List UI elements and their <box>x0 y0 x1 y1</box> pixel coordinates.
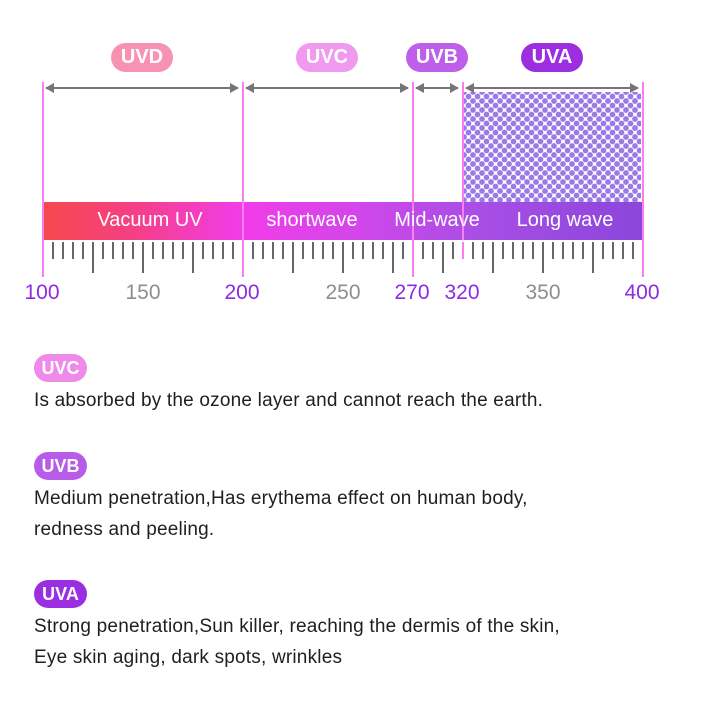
axis-label-270: 270 <box>394 281 430 304</box>
arrowhead-right-icon <box>630 83 639 93</box>
arrowhead-left-icon <box>415 83 424 93</box>
ruler-tick <box>152 242 154 259</box>
boundary-line <box>642 82 644 277</box>
axis-label-100: 100 <box>24 281 60 304</box>
axis-label-350: 350 <box>525 281 561 304</box>
boundary-line <box>242 82 244 277</box>
band-badge-uva: UVA <box>521 43 583 72</box>
ruler-tick <box>612 242 614 259</box>
arrowhead-left-icon <box>465 83 474 93</box>
range-arrow-uvb <box>416 87 458 89</box>
range-arrow-uva <box>466 87 638 89</box>
range-arrow-uvc <box>246 87 408 89</box>
ruler-tick <box>132 242 134 259</box>
ruler-tick <box>552 242 554 259</box>
ruler-tick <box>582 242 584 259</box>
ruler-tick <box>72 242 74 259</box>
ruler-tick <box>262 242 264 259</box>
bar-segment-label: Mid-wave <box>394 209 480 231</box>
band-badge-uvb: UVB <box>406 43 468 72</box>
ruler-tick <box>82 242 84 259</box>
ruler-tick <box>222 242 224 259</box>
boundary-line <box>412 82 414 277</box>
arrowhead-right-icon <box>400 83 409 93</box>
ruler-tick <box>102 242 104 259</box>
ruler-tick <box>362 242 364 259</box>
bar-segment-label: Vacuum UV <box>97 209 203 231</box>
uva-dotted-region <box>464 92 641 202</box>
axis-label-320: 320 <box>444 281 480 304</box>
legend-text-line-uvc: Is absorbed by the ozone layer and cannot reach the earth. <box>34 390 544 411</box>
ruler-tick <box>142 242 144 273</box>
bar-segment-label: shortwave <box>266 209 358 231</box>
arrowhead-left-icon <box>245 83 254 93</box>
ruler-tick <box>162 242 164 259</box>
ruler-tick <box>332 242 334 259</box>
ruler-tick <box>92 242 94 273</box>
ruler-tick <box>182 242 184 259</box>
ruler-tick <box>372 242 374 259</box>
ruler-tick <box>452 242 454 259</box>
ruler-tick <box>522 242 524 259</box>
ruler-tick <box>232 242 234 259</box>
axis-label-400: 400 <box>624 281 660 304</box>
ruler-tick <box>192 242 194 273</box>
ruler-tick <box>482 242 484 259</box>
ruler-tick <box>442 242 444 273</box>
legend-text-line-uvb: Medium penetration,Has erythema effect on human body, <box>34 488 528 509</box>
band-badge-uvc: UVC <box>296 43 358 72</box>
ruler-tick <box>512 242 514 259</box>
ruler-tick <box>472 242 474 259</box>
ruler-tick <box>532 242 534 259</box>
legend-badge-uvc: UVC <box>34 354 87 382</box>
arrowhead-right-icon <box>230 83 239 93</box>
legend-text-line-uva: Strong penetration,Sun killer, reaching the dermis of the skin, <box>34 616 560 637</box>
ruler-tick <box>272 242 274 259</box>
axis-label-250: 250 <box>325 281 361 304</box>
ruler-tick <box>492 242 494 273</box>
legend-badge-uva: UVA <box>34 580 87 608</box>
legend-badge-uvb: UVB <box>34 452 87 480</box>
ruler-tick-highlight <box>462 242 464 259</box>
axis-label-200: 200 <box>224 281 260 304</box>
ruler-tick <box>592 242 594 273</box>
legend-text-line-uvb: redness and peeling. <box>34 519 215 540</box>
ruler-tick <box>312 242 314 259</box>
ruler-tick <box>112 242 114 259</box>
ruler-tick <box>292 242 294 273</box>
legend-text-line-uva: Eye skin aging, dark spots, wrinkles <box>34 647 343 668</box>
ruler-tick <box>122 242 124 259</box>
ruler-tick <box>212 242 214 259</box>
ruler-tick <box>542 242 544 273</box>
ruler-tick <box>502 242 504 259</box>
ruler-tick <box>52 242 54 259</box>
ruler-tick <box>392 242 394 273</box>
axis-label-150: 150 <box>125 281 161 304</box>
ruler-tick <box>572 242 574 259</box>
ruler-tick <box>432 242 434 259</box>
ruler-tick <box>342 242 344 273</box>
ruler-tick <box>562 242 564 259</box>
ruler-tick <box>422 242 424 259</box>
ruler-tick <box>202 242 204 259</box>
band-badge-uvd: UVD <box>111 43 173 72</box>
ruler-tick <box>402 242 404 259</box>
ruler-tick <box>352 242 354 259</box>
bar-segment-label: Long wave <box>516 209 614 231</box>
ruler-tick <box>282 242 284 259</box>
ruler-tick <box>632 242 634 259</box>
range-arrow-uvd <box>46 87 238 89</box>
ruler-tick <box>302 242 304 259</box>
arrowhead-left-icon <box>45 83 54 93</box>
ruler-tick <box>622 242 624 259</box>
arrowhead-right-icon <box>450 83 459 93</box>
ruler-tick <box>172 242 174 259</box>
ruler-tick <box>62 242 64 259</box>
boundary-line <box>42 82 44 277</box>
ruler-tick <box>602 242 604 259</box>
ruler-tick <box>322 242 324 259</box>
ruler-tick <box>252 242 254 259</box>
ruler-tick <box>382 242 384 259</box>
